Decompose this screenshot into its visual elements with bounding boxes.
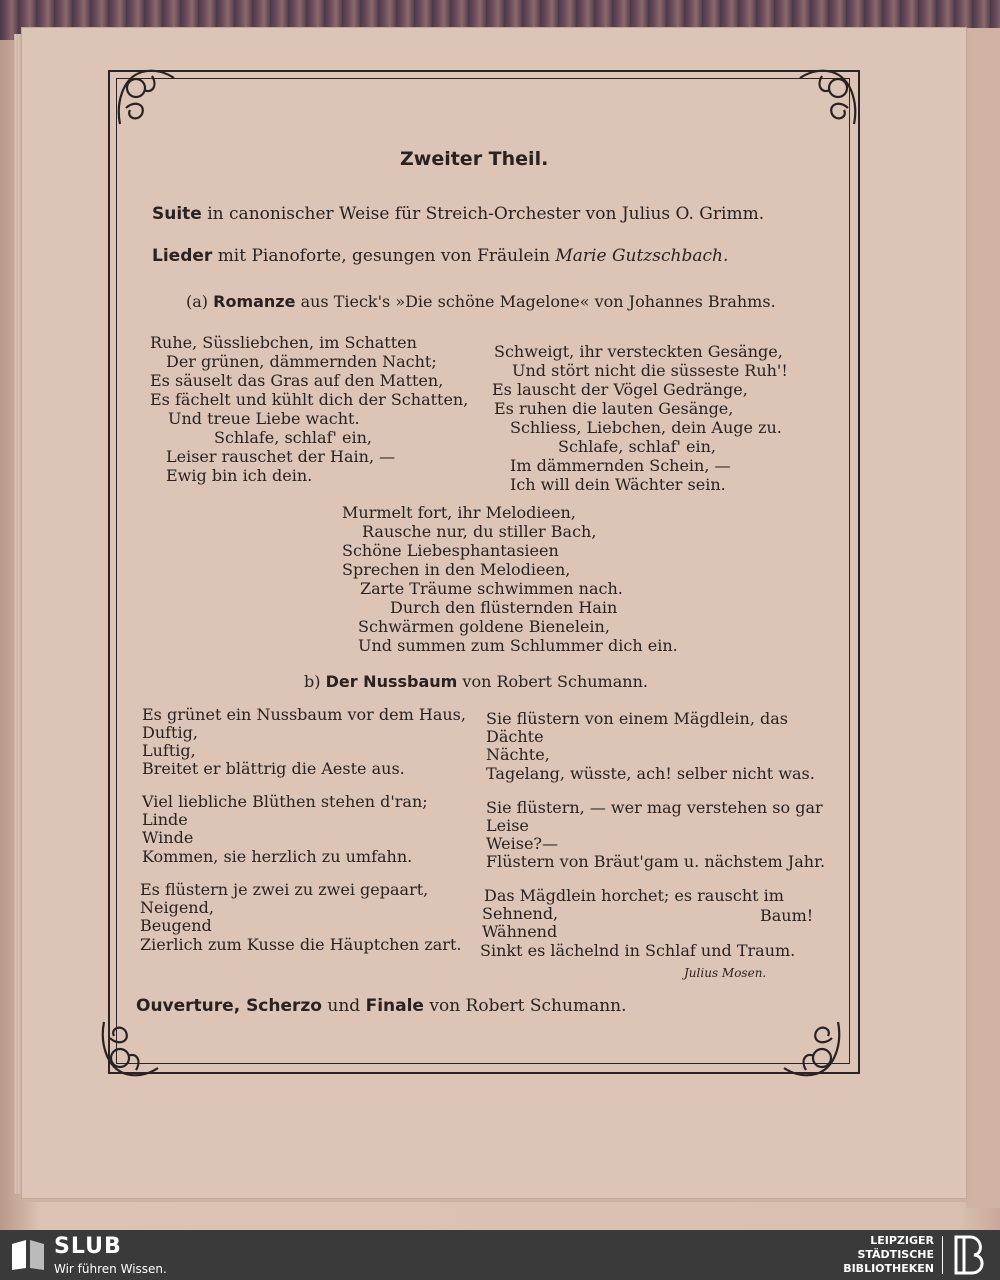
verse-line: Sie flüstern, — wer mag verstehen so gar — [486, 798, 823, 817]
verse-line: Schweigt, ihr versteckten Gesänge, — [494, 342, 783, 361]
section-heading: Zweiter Theil. — [400, 148, 549, 170]
song-subtitle: von Robert Schumann. — [462, 672, 648, 691]
verse-line: Linde — [142, 810, 188, 829]
verse-line: Schlafe, schlaf' ein, — [558, 437, 716, 456]
verse-line: Flüstern von Bräut'gam u. nächstem Jahr. — [486, 852, 826, 871]
verse-line: Ruhe, Süssliebchen, im Schatten — [150, 333, 417, 352]
verse-line: Und summen zum Schlummer dich ein. — [358, 636, 678, 655]
song-a-heading — [186, 292, 776, 311]
library-name-line: BIBLIOTHEKEN — [843, 1262, 934, 1275]
verse-line: Weise?— — [486, 834, 558, 853]
verse-line: Duftig, — [142, 723, 198, 742]
verse-line: Sprechen in den Melodieen, — [342, 560, 571, 579]
verse-line: Es säuselt das Gras auf den Matten, — [150, 371, 444, 390]
next-page-edge — [966, 28, 1000, 1208]
verse-line: Dächte — [486, 727, 544, 746]
library-name-line: STÄDTISCHE — [857, 1248, 934, 1261]
footer-bar — [0, 1230, 1000, 1280]
program-text: in canonischer Weise für Streich-Orchester von Julius O. Grimm. — [207, 204, 765, 224]
verse-line: Winde — [142, 828, 194, 847]
verse-line: Beugend — [140, 916, 212, 935]
verse-line: Sinkt es lächelnd in Schlaf und Traum. — [480, 941, 796, 960]
program-label: Suite — [152, 204, 202, 224]
verse-line: Zierlich zum Kusse die Häuptchen zart. — [140, 935, 462, 954]
verse-line: Schlafe, schlaf' ein, — [214, 428, 372, 447]
slub-tagline: Wir führen Wissen. — [54, 1262, 167, 1276]
footer-divider — [942, 1236, 943, 1274]
slub-logo-icon — [10, 1238, 46, 1272]
library-name — [836, 1234, 934, 1276]
verse-line: Im dämmernden Schein, — — [510, 456, 731, 475]
corner-ornament-top-right-icon — [792, 64, 862, 134]
song-title: Romanze — [213, 292, 296, 311]
verse-line: Nächte, — [486, 745, 550, 764]
poem-author: Julius Mosen. — [684, 966, 767, 980]
library-name-line: LEIPZIGER — [870, 1234, 934, 1247]
verse-line: Zarte Träume schwimmen nach. — [360, 579, 623, 598]
program-label: Ouverture, Scherzo — [136, 996, 322, 1016]
verse-line: Kommen, sie herzlich zu umfahn. — [142, 847, 413, 866]
verse-line: Es ruhen die lauten Gesänge, — [494, 399, 734, 418]
program-label: Lieder — [152, 246, 213, 266]
verse-line: Murmelt fort, ihr Melodieen, — [342, 503, 576, 522]
verse-line: Baum! — [760, 906, 814, 925]
program-item-finale — [136, 996, 627, 1016]
corner-ornament-bottom-left-icon — [96, 1012, 166, 1082]
program-text: mit Pianoforte, gesungen von Fräulein — [217, 246, 550, 266]
slub-title: SLUB — [54, 1234, 122, 1259]
song-title: Der Nussbaum — [325, 672, 458, 691]
verse-line: Ewig bin ich dein. — [166, 466, 313, 485]
verse-line: Es lauscht der Vögel Gedränge, — [492, 380, 748, 399]
verse-line: Ich will dein Wächter sein. — [510, 475, 726, 494]
song-marker: b) — [304, 672, 321, 691]
verse-line: Wähnend — [482, 922, 558, 941]
performer-name: Marie Gutzschbach. — [555, 246, 729, 266]
verse-line: Der grünen, dämmernden Nacht; — [166, 352, 437, 371]
verse-line: Es flüstern je zwei zu zwei gepaart, — [140, 880, 429, 899]
verse-line: Und stört nicht die süsseste Ruh'! — [512, 361, 788, 380]
corner-ornament-top-left-icon — [112, 64, 182, 134]
program-item-suite — [152, 204, 764, 224]
song-marker: (a) — [186, 292, 209, 311]
program-item-lieder — [152, 246, 728, 266]
verse-line: Neigend, — [140, 898, 214, 917]
verse-line: Tagelang, wüsste, ach! selber nicht was. — [486, 764, 815, 783]
program-label: Finale — [365, 996, 424, 1016]
verse-line: Schliess, Liebchen, dein Auge zu. — [510, 418, 782, 437]
song-subtitle: aus Tieck's »Die schöne Magelone« von Johannes Brahms. — [300, 292, 776, 311]
program-text: von Robert Schumann. — [429, 996, 627, 1016]
verse-line: Leiser rauschet der Hain, — — [166, 447, 396, 466]
verse-line: Luftig, — [142, 741, 196, 760]
program-text: und — [327, 996, 361, 1016]
verse-line: Es grünet ein Nussbaum vor dem Haus, — [142, 705, 466, 724]
verse-line: Schwärmen goldene Bienelein, — [358, 617, 610, 636]
verse-line: Leise — [486, 816, 529, 835]
verse-line: Viel liebliche Blüthen stehen d'ran; — [142, 792, 428, 811]
verse-line: Sehnend, — [482, 904, 559, 923]
song-b-heading — [304, 672, 648, 691]
verse-line: Es fächelt und kühlt dich der Schatten, — [150, 390, 469, 409]
corner-ornament-bottom-right-icon — [776, 1012, 846, 1082]
leipzig-library-logo-icon — [950, 1234, 992, 1276]
verse-line: Durch den flüsternden Hain — [390, 598, 618, 617]
verse-line: Breitet er blättrig die Aeste aus. — [142, 759, 405, 778]
verse-line: Sie flüstern von einem Mägdlein, das — [486, 709, 789, 728]
verse-line: Schöne Liebesphantasieen — [342, 541, 559, 560]
verse-line: Das Mägdlein horchet; es rauscht im — [484, 886, 784, 905]
verse-line: Und treue Liebe wacht. — [168, 409, 360, 428]
verse-line: Rausche nur, du stiller Bach, — [362, 522, 597, 541]
